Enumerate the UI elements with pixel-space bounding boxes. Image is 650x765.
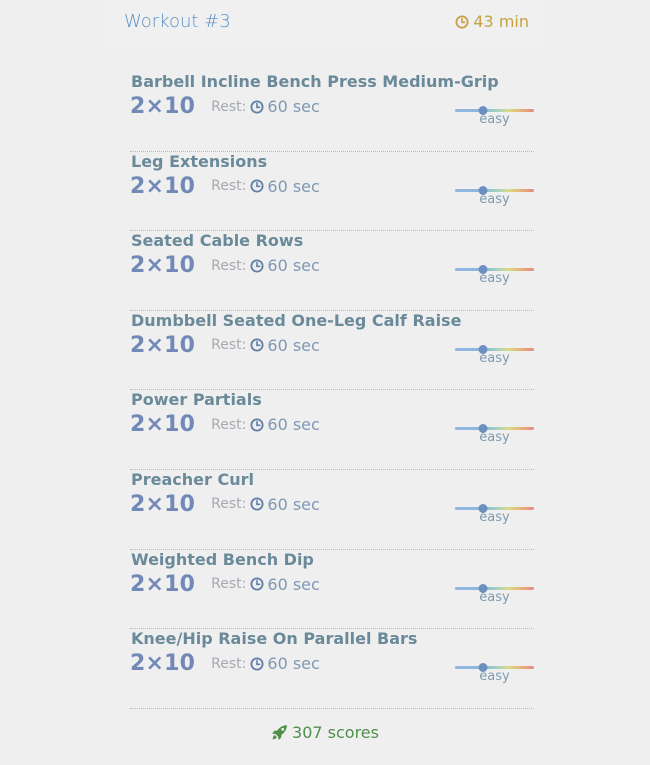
exercise-meta: [130, 174, 320, 199]
exercise-name[interactable]: Power Partials: [131, 390, 262, 410]
clock-icon: [250, 100, 264, 114]
clock-icon: [250, 259, 264, 273]
difficulty-label: easy: [479, 669, 510, 685]
exercise-item[interactable]: [130, 311, 534, 391]
rest-time-value: 60 sec: [267, 335, 320, 355]
rest-label: Rest:: [211, 257, 247, 274]
rest-time: [250, 97, 319, 116]
exercise-name[interactable]: Weighted Bench Dip: [131, 549, 314, 569]
exercise-name[interactable]: Dumbbell Seated One-Leg Calf Raise: [131, 310, 462, 330]
exercise-sets: 2×10: [130, 253, 196, 279]
exercise-meta: [130, 94, 320, 119]
clock-icon: [250, 657, 264, 671]
clock-icon: [250, 338, 264, 352]
clock-icon: [250, 577, 264, 591]
rest-time: [250, 336, 319, 355]
exercise-item[interactable]: [130, 629, 534, 709]
exercise-name[interactable]: Preacher Curl: [131, 469, 254, 489]
exercise-name[interactable]: Seated Cable Rows: [131, 231, 304, 251]
difficulty-label: easy: [479, 589, 510, 605]
exercise-meta: [130, 651, 320, 676]
rest-time: [250, 256, 319, 275]
exercise-list: [130, 72, 534, 709]
rest-time-value: 60 sec: [267, 256, 320, 276]
rest-label: Rest:: [211, 496, 247, 513]
rest-time: [250, 415, 319, 434]
difficulty-label: easy: [479, 271, 510, 287]
rest-time-value: 60 sec: [267, 176, 320, 196]
scores-count: 307 scores: [292, 723, 379, 742]
exercise-sets: 2×10: [130, 94, 196, 119]
rest-time: [250, 575, 319, 594]
rest-time: [250, 495, 319, 514]
exercise-item[interactable]: [130, 390, 534, 470]
exercise-meta: [130, 492, 320, 517]
exercise-sets: 2×10: [130, 571, 196, 597]
workout-title: Workout #3: [124, 11, 231, 32]
rest-label: Rest:: [211, 337, 247, 354]
rest-time: [250, 177, 319, 196]
exercise-meta: [130, 253, 320, 278]
duration-text: 43 min: [473, 12, 529, 31]
exercise-name[interactable]: Knee/Hip Raise On Parallel Bars: [131, 629, 418, 649]
rest-label: Rest:: [211, 178, 247, 195]
exercise-item[interactable]: [130, 72, 534, 152]
rest-label: Rest:: [211, 416, 247, 433]
difficulty-label: easy: [479, 112, 510, 127]
clock-icon: [250, 179, 264, 193]
rest-label: Rest:: [211, 576, 247, 593]
exercise-sets: 2×10: [130, 651, 196, 677]
clock-icon: [455, 15, 469, 29]
exercise-sets: 2×10: [130, 412, 196, 438]
rest-label: Rest:: [211, 655, 247, 672]
clock-icon: [250, 497, 264, 511]
exercise-sets: 2×10: [130, 491, 196, 517]
exercise-name[interactable]: Barbell Incline Bench Press Medium-Grip: [131, 72, 499, 91]
rest-time: [250, 654, 319, 673]
rest-time-value: 60 sec: [267, 97, 320, 116]
exercise-item[interactable]: [130, 152, 534, 232]
rest-label: Rest:: [211, 98, 247, 115]
rest-time-value: 60 sec: [267, 415, 320, 435]
rest-time-value: 60 sec: [267, 574, 320, 594]
exercise-meta: [130, 333, 320, 358]
exercise-meta: [130, 412, 320, 437]
rest-time-value: 60 sec: [267, 494, 320, 514]
exercise-name[interactable]: Leg Extensions: [131, 151, 268, 171]
difficulty-label: easy: [479, 509, 510, 525]
difficulty-label: easy: [479, 191, 510, 207]
workout-duration: [455, 12, 529, 31]
exercise-sets: 2×10: [130, 332, 196, 358]
scores-footer[interactable]: [0, 723, 650, 742]
exercise-item[interactable]: [130, 231, 534, 311]
exercise-item[interactable]: [130, 470, 534, 550]
clock-icon: [250, 418, 264, 432]
exercise-sets: 2×10: [130, 173, 196, 199]
rest-time-value: 60 sec: [267, 654, 320, 674]
exercise-item[interactable]: [130, 550, 534, 630]
difficulty-label: easy: [479, 430, 510, 446]
difficulty-label: easy: [479, 350, 510, 366]
rocket-icon: [271, 724, 288, 741]
exercise-meta: [130, 572, 320, 597]
